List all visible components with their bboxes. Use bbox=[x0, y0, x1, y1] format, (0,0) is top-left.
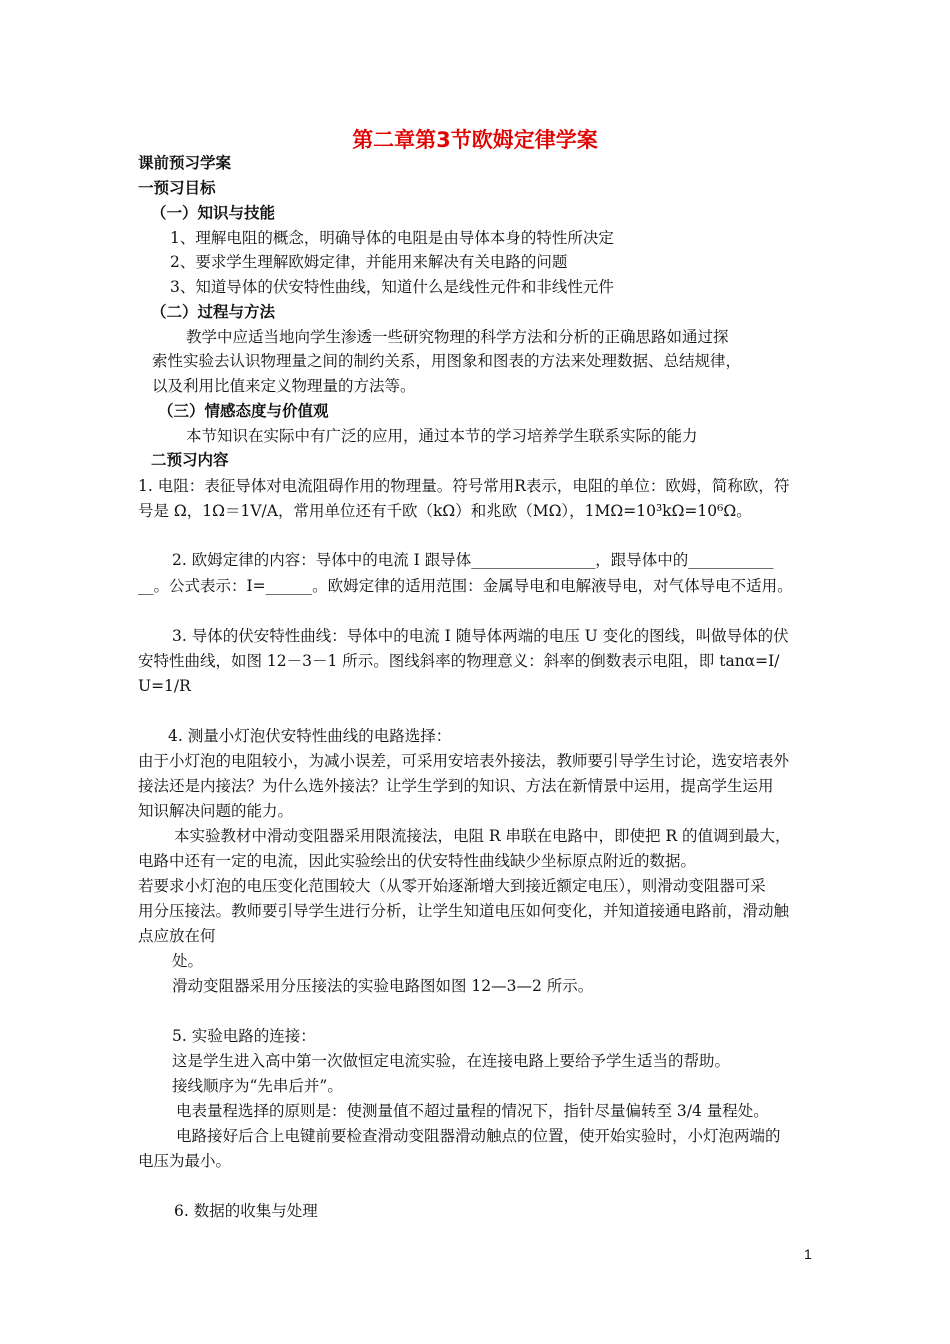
subsection-heading: （二）过程与方法 bbox=[151, 303, 276, 321]
paragraph-line: 电路中还有一定的电流，因此实验绘出的伏安特性曲线缺少坐标原点附近的数据。 bbox=[138, 852, 697, 870]
paragraph-line: U=1/R bbox=[138, 677, 191, 695]
goal-item: 3、知道导体的伏安特性曲线，知道什么是线性元件和非线性元件 bbox=[170, 278, 614, 296]
paragraph-line: 点应放在何 bbox=[138, 927, 216, 945]
paragraph-line: 本节知识在实际中有广泛的应用，通过本节的学习培养学生联系实际的能力 bbox=[186, 427, 698, 445]
paragraph-line: 由于小灯泡的电阻较小，为减小误差，可采用安培表外接法，教师要引导学生讨论，选安培表外 bbox=[138, 752, 790, 770]
section-heading: 一预习目标 bbox=[138, 179, 216, 197]
paragraph-line: 教学中应适当地向学生渗透一些研究物理的科学方法和分析的正确思路如通过探 bbox=[186, 328, 729, 346]
document-title: 第二章第3节欧姆定律学案 bbox=[352, 128, 598, 152]
paragraph-line: 3. 导体的伏安特性曲线：导体中的电流 I 随导体两端的电压 U 变化的图线，叫做导体的伏 bbox=[172, 627, 789, 645]
paragraph-line: 安特性曲线，如图 12－3－1 所示。图线斜率的物理意义：斜率的倒数表示电阻，即 tanα=I/ bbox=[138, 652, 780, 670]
paragraph-line: 电压为最小。 bbox=[138, 1152, 232, 1170]
paragraph-line: 滑动变阻器采用分压接法的实验电路图如图 12—3—2 所示。 bbox=[172, 977, 594, 995]
paragraph-line: 6. 数据的收集与处理 bbox=[174, 1202, 318, 1220]
paragraph-line: 处。 bbox=[172, 952, 204, 970]
paragraph-line: 号是 Ω，1Ω＝1V/A，常用单位还有千欧（kΩ）和兆欧（MΩ），1MΩ=10³kΩ=10⁶Ω。 bbox=[138, 502, 752, 520]
paragraph-line: 5. 实验电路的连接： bbox=[172, 1027, 316, 1045]
paragraph-line: 知识解决问题的能力。 bbox=[138, 802, 294, 820]
paragraph-line: 4. 测量小灯泡伏安特性曲线的电路选择： bbox=[168, 727, 452, 745]
goal-item: 1、理解电阻的概念，明确导体的电阻是由导体本身的特性所决定 bbox=[170, 229, 614, 247]
goal-item: 2、要求学生理解欧姆定律，并能用来解决有关电路的问题 bbox=[170, 253, 568, 271]
paragraph-line: 1. 电阻：表征导体对电流阻碍作用的物理量。符号常用R表示，电阻的单位：欧姆，简称欧，符 bbox=[138, 477, 790, 495]
subsection-heading: （三）情感态度与价值观 bbox=[158, 402, 329, 420]
paragraph-line: 接法还是内接法？为什么选外接法？让学生学到的知识、方法在新情景中运用，提高学生运用 bbox=[138, 777, 774, 795]
paragraph-line: 以及利用比值来定义物理量的方法等。 bbox=[152, 377, 416, 395]
section-heading: 二预习内容 bbox=[151, 451, 229, 469]
paragraph-line: 若要求小灯泡的电压变化范围较大（从零开始逐渐增大到接近额定电压），则滑动变阻器可采 bbox=[138, 877, 766, 895]
paragraph-line: 2. 欧姆定律的内容：导体中的电流 I 跟导体________________，跟导体中的___________ bbox=[172, 551, 774, 569]
paragraph-line: 电表量程选择的原则是：使测量值不超过量程的情况下，指针尽量偏转至 3/4 量程处。 bbox=[176, 1102, 769, 1120]
paragraph-line: 索性实验去认识物理量之间的制约关系，用图象和图表的方法来处理数据、总结规律， bbox=[152, 352, 742, 370]
paragraph-line: 这是学生进入高中第一次做恒定电流实验，在连接电路上要给予学生适当的帮助。 bbox=[172, 1052, 731, 1070]
paragraph-line: 电路接好后合上电键前要检查滑动变阻器滑动触点的位置，使开始实验时，小灯泡两端的 bbox=[176, 1127, 781, 1145]
subsection-heading: （一）知识与技能 bbox=[151, 204, 276, 222]
page-number: 1 bbox=[804, 1246, 812, 1262]
paragraph-line: __。公式表示：I=______。欧姆定律的适用范围：金属导电和电解液导电，对气体导电不适用。 bbox=[138, 577, 793, 595]
preview-heading: 课前预习学案 bbox=[138, 154, 232, 172]
paragraph-line: 本实验教材中滑动变阻器采用限流接法，电阻 R 串联在电路中，即使把 R 的值调到最大， bbox=[174, 827, 791, 845]
paragraph-line: 用分压接法。教师要引导学生进行分析，让学生知道电压如何变化，并知道接通电路前，滑动触 bbox=[138, 902, 790, 920]
paragraph-line: 接线顺序为“先串后并”。 bbox=[172, 1077, 343, 1095]
